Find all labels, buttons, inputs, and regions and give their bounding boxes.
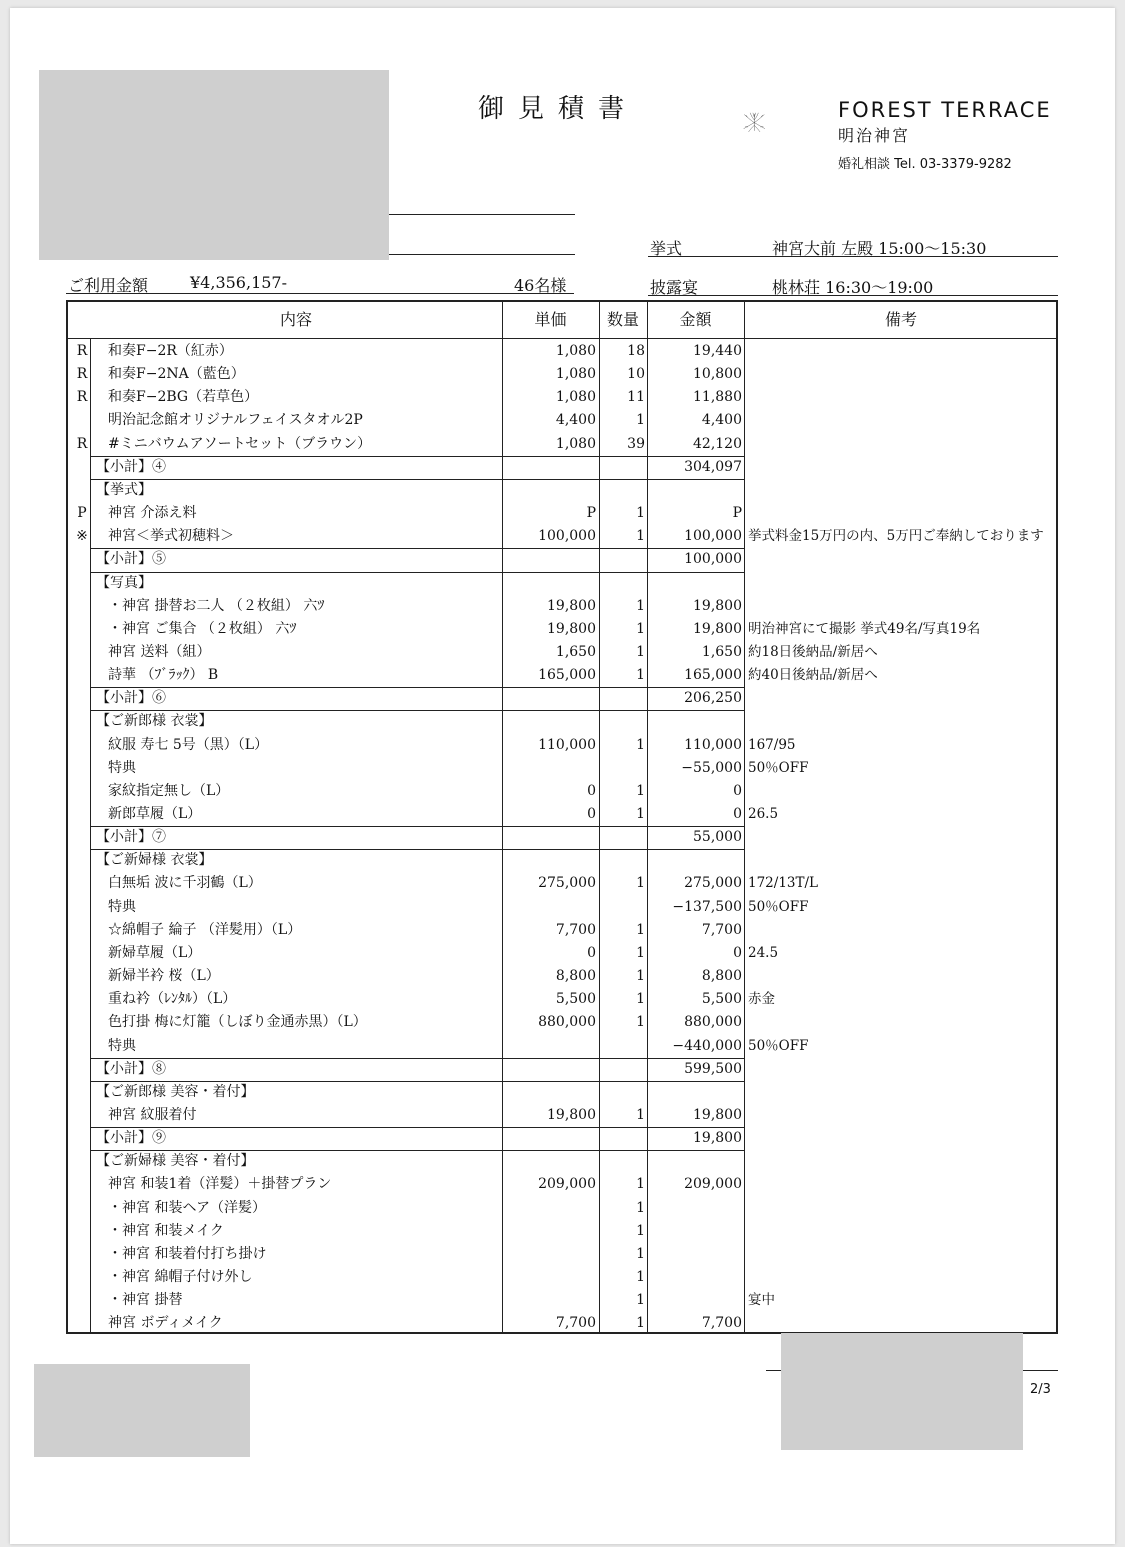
cell-amount: 19,800 — [693, 1106, 742, 1123]
cell-amount: 100,000 — [684, 528, 742, 545]
brand-name: FOREST TERRACE — [838, 98, 1052, 122]
amount-label: ご利用金額 — [68, 276, 149, 295]
table-row — [68, 1312, 1056, 1335]
cell-unit-price: 7,700 — [555, 1315, 596, 1332]
cell-amount: 599,500 — [684, 1060, 742, 1077]
cell-desc: 神宮 紋服着付 — [108, 1106, 197, 1123]
header-note: 備考 — [884, 310, 917, 329]
cell-amount: 19,800 — [693, 597, 742, 614]
brand-contact: 婚礼相談 Tel. 03-3379-9282 — [838, 157, 1012, 172]
cell-amount: 10,800 — [693, 366, 742, 383]
table-row — [68, 1011, 1056, 1034]
cell-quantity: 1 — [636, 944, 645, 961]
cell-amount: −137,500 — [672, 898, 742, 915]
cell-unit-price: 1,080 — [555, 435, 596, 452]
cell-desc: 【小計】⑤ — [96, 551, 166, 568]
reception-value: 桃林荘 16:30〜19:00 — [772, 278, 934, 297]
cell-quantity: 1 — [636, 1269, 645, 1285]
cell-desc: ・神宮 綿帽子付け外し — [108, 1269, 253, 1285]
cell-unit-price: 275,000 — [538, 875, 596, 892]
table-row — [68, 780, 1056, 803]
table-row — [68, 502, 1056, 525]
cell-note: 50％OFF — [748, 759, 809, 776]
cell-note: 約40日後納品/新居へ — [748, 667, 878, 684]
cell-mark: R — [76, 343, 88, 359]
cell-unit-price: 100,000 — [538, 528, 596, 545]
section-header-row — [68, 572, 1056, 595]
cell-desc: #ミニバウムアソートセット（ブラウン） — [108, 435, 372, 452]
cell-unit-price: 880,000 — [538, 1014, 596, 1031]
cell-note: 挙式料金15万円の内、5万円ご奉納しております — [748, 528, 1044, 545]
cell-quantity: 1 — [636, 597, 645, 614]
cell-desc: 【ご新郎様 美容・着付】 — [96, 1083, 255, 1100]
cell-quantity: 1 — [636, 736, 645, 753]
cell-mark: ※ — [76, 528, 88, 545]
cell-unit-price: 0 — [587, 944, 596, 961]
redacted-block-bottom-right — [781, 1333, 1023, 1450]
cell-quantity: 10 — [627, 366, 645, 383]
subtotal-row — [68, 1058, 1056, 1081]
cell-desc: 【挙式】 — [96, 481, 152, 498]
header-qty: 数量 — [606, 310, 639, 329]
cell-note: 50％OFF — [748, 1037, 809, 1054]
table-row — [68, 409, 1056, 432]
cell-amount: 0 — [733, 944, 742, 961]
cell-amount: 100,000 — [684, 551, 742, 568]
amount-value: ¥4,356,157- — [190, 273, 288, 292]
cell-desc: 特典 — [108, 898, 136, 915]
reception-label: 披露宴 — [650, 278, 699, 297]
cell-desc: 特典 — [108, 759, 136, 776]
cell-desc: 【写真】 — [96, 574, 152, 591]
ceremony-label: 挙式 — [650, 239, 683, 258]
cell-amount: 275,000 — [684, 875, 742, 892]
table-row — [68, 1220, 1056, 1243]
document-title: 御見積書 — [478, 94, 639, 124]
cell-desc: 神宮 介添え料 — [108, 505, 197, 522]
cell-desc: 【ご新婦様 美容・着付】 — [96, 1153, 255, 1170]
cell-quantity: 1 — [636, 991, 645, 1008]
cell-quantity: 1 — [636, 806, 645, 822]
table-row — [68, 734, 1056, 757]
cell-desc: 神宮 和装1着（洋髪）＋掛替プラン — [108, 1176, 332, 1193]
table-row — [68, 340, 1056, 363]
subtotal-row — [68, 456, 1056, 479]
tree-logo-icon — [742, 86, 832, 162]
subtotal-row — [68, 548, 1056, 571]
cell-unit-price: 8,800 — [555, 968, 596, 985]
cell-quantity: 1 — [636, 505, 645, 522]
cell-quantity: 1 — [636, 667, 645, 684]
cell-desc: ☆綿帽子 綸子 （洋髪用）（L） — [108, 921, 302, 938]
cell-amount: 5,500 — [701, 991, 742, 1008]
table-row — [68, 386, 1056, 409]
header-desc: 内容 — [279, 310, 312, 329]
table-row — [68, 919, 1056, 942]
cell-quantity: 1 — [636, 1292, 645, 1309]
guest-count: 46名様 — [514, 276, 567, 295]
subtotal-row — [68, 826, 1056, 849]
cell-amount: 206,250 — [684, 690, 742, 707]
cell-desc: 新婦草履（L） — [108, 944, 202, 961]
cell-note: 宴中 — [748, 1292, 775, 1309]
table-row — [68, 1289, 1056, 1312]
cell-amount: P — [732, 505, 742, 522]
cell-quantity: 1 — [636, 1222, 645, 1239]
cell-unit-price: 4,400 — [555, 412, 596, 429]
cell-mark: P — [77, 505, 87, 522]
cell-desc: ・神宮 掛替 — [108, 1292, 183, 1309]
cell-quantity: 11 — [627, 389, 645, 406]
cell-amount: 209,000 — [684, 1176, 742, 1193]
cell-desc: 和奏F−2R（紅赤） — [108, 343, 233, 359]
header-amount: 金額 — [679, 310, 712, 329]
cell-desc: 新郎草履（L） — [108, 806, 202, 822]
cell-amount: 1,650 — [701, 643, 742, 660]
cell-quantity: 1 — [636, 782, 645, 799]
cell-quantity: 39 — [627, 435, 645, 452]
cell-quantity: 1 — [636, 968, 645, 985]
cell-desc: 和奏F−2BG（若草色） — [108, 389, 259, 406]
cell-quantity: 1 — [636, 528, 645, 545]
table-row — [68, 1266, 1056, 1289]
cell-desc: 【ご新婦様 衣裳】 — [96, 852, 213, 869]
cell-amount: 19,800 — [693, 620, 742, 637]
cell-quantity: 1 — [636, 1106, 645, 1123]
subtotal-row — [68, 1127, 1056, 1150]
header-bottom-line — [68, 338, 1056, 339]
cell-desc: 神宮 ボディメイク — [108, 1315, 223, 1332]
cell-amount: 19,800 — [693, 1130, 742, 1147]
cell-note: 26.5 — [748, 806, 779, 822]
cell-quantity: 1 — [636, 620, 645, 637]
cell-desc: 【小計】⑧ — [96, 1060, 166, 1077]
cell-quantity: 1 — [636, 875, 645, 892]
cell-amount: −440,000 — [672, 1037, 742, 1054]
cell-amount: 304,097 — [684, 458, 742, 475]
cell-mark: R — [76, 389, 88, 406]
section-header-row — [68, 1081, 1056, 1104]
subtotal-row — [68, 687, 1056, 710]
header-unit: 単価 — [534, 310, 567, 329]
cell-desc: 【小計】⑨ — [96, 1130, 166, 1147]
table-row — [68, 757, 1056, 780]
cell-note: 167/95 — [748, 736, 796, 753]
cell-note: 赤金 — [748, 991, 775, 1008]
cell-note: 約18日後納品/新居へ — [748, 643, 878, 660]
section-header-row — [68, 479, 1056, 502]
cell-desc: 家紋指定無し（L） — [108, 782, 230, 799]
cell-desc: 【小計】⑦ — [96, 829, 166, 846]
cell-note: 明治神宮にて撮影 挙式49名/写真19名 — [748, 620, 981, 637]
table-row — [68, 1173, 1056, 1196]
cell-desc: 【小計】④ — [96, 458, 166, 475]
cell-amount: 11,880 — [693, 389, 742, 406]
table-row — [68, 803, 1056, 826]
table-row — [68, 1197, 1056, 1220]
cell-amount: 55,000 — [693, 829, 742, 846]
cell-unit-price: 19,800 — [547, 1106, 596, 1123]
cell-desc: 詩華 （ﾌﾞﾗｯｸ） B — [108, 667, 219, 684]
cell-unit-price: 0 — [587, 806, 596, 822]
cell-unit-price: 1,080 — [555, 389, 596, 406]
cell-quantity: 1 — [636, 1014, 645, 1031]
table-row — [68, 433, 1056, 456]
table-row — [68, 1243, 1056, 1266]
cell-quantity: 1 — [636, 1199, 645, 1216]
table-row — [68, 618, 1056, 641]
table-row — [68, 363, 1056, 386]
ceremony-value: 神宮大前 左殿 15:00〜15:30 — [772, 239, 987, 258]
table-row — [68, 641, 1056, 664]
cell-note: 172/13T/L — [748, 875, 819, 892]
brand-subtitle: 明治神宮 — [838, 126, 911, 145]
table-row — [68, 595, 1056, 618]
cell-amount: 8,800 — [701, 968, 742, 985]
cell-unit-price: 209,000 — [538, 1176, 596, 1193]
cell-quantity: 1 — [636, 412, 645, 429]
address-line-1 — [389, 214, 575, 215]
cell-amount: 7,700 — [701, 1315, 742, 1332]
address-line-2 — [389, 254, 575, 255]
cell-mark: R — [76, 435, 88, 452]
cell-desc: 【ご新郎様 衣裳】 — [96, 713, 213, 730]
cell-amount: 4,400 — [701, 412, 742, 429]
cell-amount: 7,700 — [701, 921, 742, 938]
cell-amount: −55,000 — [681, 759, 742, 776]
cell-desc: ・神宮 和装着付打ち掛け — [108, 1245, 267, 1262]
table-row — [68, 896, 1056, 919]
estimate-table — [66, 300, 1058, 1334]
section-header-row — [68, 710, 1056, 733]
cell-desc: 白無垢 波に千羽鶴（L） — [108, 875, 262, 892]
cell-unit-price: 7,700 — [555, 921, 596, 938]
cell-desc: 重ね衿（ﾚﾝﾀﾙ）（L） — [108, 991, 237, 1008]
cell-unit-price: 1,080 — [555, 366, 596, 383]
cell-unit-price: 165,000 — [538, 667, 596, 684]
table-row — [68, 525, 1056, 548]
cell-desc: 神宮＜挙式初穂料＞ — [108, 528, 234, 545]
cell-desc: ・神宮 和装ヘア（洋髪） — [108, 1199, 267, 1216]
table-row — [68, 942, 1056, 965]
table-row — [68, 1104, 1056, 1127]
redacted-block-bottom-left — [34, 1364, 250, 1457]
cell-quantity: 1 — [636, 921, 645, 938]
cell-unit-price: 19,800 — [547, 620, 596, 637]
cell-amount: 19,440 — [693, 343, 742, 359]
table-row — [68, 664, 1056, 687]
cell-quantity: 1 — [636, 1176, 645, 1193]
section-header-row — [68, 849, 1056, 872]
redacted-block-top — [39, 70, 389, 260]
cell-desc: 色打掛 梅に灯籠（しぼり金通赤黒）（L） — [108, 1014, 367, 1031]
cell-unit-price: 110,000 — [538, 736, 596, 753]
cell-amount: 165,000 — [684, 667, 742, 684]
cell-mark: R — [76, 366, 88, 383]
table-row — [68, 1035, 1056, 1058]
cell-desc: 【小計】⑥ — [96, 690, 166, 707]
cell-quantity: 18 — [627, 343, 645, 359]
cell-amount: 42,120 — [693, 435, 742, 452]
table-row — [68, 872, 1056, 895]
cell-note: 24.5 — [748, 944, 779, 961]
cell-amount: 880,000 — [684, 1014, 742, 1031]
cell-amount: 110,000 — [684, 736, 742, 753]
cell-desc: 和奏F−2NA（藍色） — [108, 366, 245, 383]
cell-desc: 紋服 寿七 5号（黒）（L） — [108, 736, 269, 753]
cell-amount: 0 — [733, 806, 742, 822]
page-number: 2/3 — [1030, 1382, 1051, 1397]
cell-unit-price: 19,800 — [547, 597, 596, 614]
cell-desc: 新婦半衿 桜（L） — [108, 968, 220, 985]
cell-desc: 神宮 送料（組） — [108, 643, 211, 660]
cell-unit-price: 1,080 — [555, 343, 596, 359]
cell-desc: ・神宮 和装メイク — [108, 1222, 224, 1239]
cell-unit-price: P — [586, 505, 596, 522]
cell-quantity: 1 — [636, 643, 645, 660]
cell-desc: 特典 — [108, 1037, 136, 1054]
cell-unit-price: 5,500 — [555, 991, 596, 1008]
cell-desc: ・神宮 ご集合 （２枚組） 六ﾂ — [108, 620, 297, 637]
table-row — [68, 965, 1056, 988]
cell-quantity: 1 — [636, 1315, 645, 1332]
section-header-row — [68, 1150, 1056, 1173]
cell-desc: ・神宮 掛替お二人 （２枚組） 六ﾂ — [108, 597, 325, 614]
cell-note: 50％OFF — [748, 898, 809, 915]
cell-desc: 明治記念館オリジナルフェイスタオル2P — [108, 412, 363, 429]
cell-unit-price: 0 — [587, 782, 596, 799]
cell-amount: 0 — [733, 782, 742, 799]
cell-quantity: 1 — [636, 1245, 645, 1262]
table-row — [68, 988, 1056, 1011]
cell-unit-price: 1,650 — [555, 643, 596, 660]
